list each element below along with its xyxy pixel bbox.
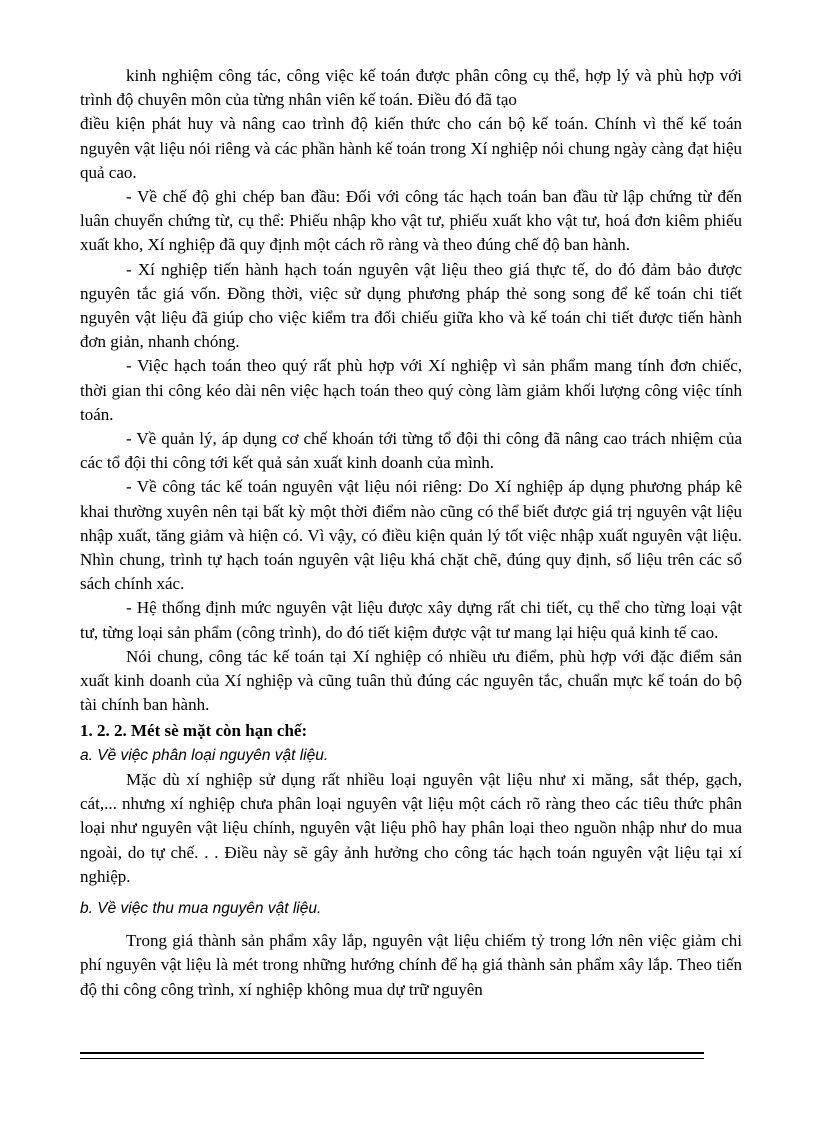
subheading-a: a. Về việc phân loại nguyên vật liệu. <box>80 746 329 764</box>
section-heading: 1. 2. 2. Mét sè mặt còn hạn chế: <box>80 721 308 741</box>
paragraph-summary: Nói chung, công tác kế toán tại Xí nghiệp có nhiều ưu điểm, phù hợp với đặc điểm sản xuất kinh doanh của Xí nghiệp và cũng tuân thủ đúng các nguyên tắc, chuẩn mực kế toán do bộ tài chính ban hành. <box>80 646 742 715</box>
paragraph-2: điều kiện phát huy và nâng cao trình độ kiến thức cho cán bộ kế toán. Chính vì thế kế toán nguyên vật liệu nói riêng và các phần hành kế toán trong Xí nghiệp nói chung ngày càng đạt hiệu quả cao. <box>80 114 742 182</box>
paragraph-quarterly: - Việc hạch toán theo quý rất phù hợp với Xí nghiệp vì sản phẩm mang tính đơn chiếc, thời gian thi công kéo dài nên việc hạch toán theo quý còng làm giảm khối lượng công việc tính toán. <box>80 356 742 424</box>
paragraph-actual-cost: - Xí nghiệp tiến hành hạch toán nguyên vật liệu theo giá thực tế, do đó đảm bảo được nguyên tắc giá vốn. Đồng thời, việc sử dụng phương pháp thẻ song song để kế toán chi tiết nguyên vật liệu đã giúp cho việc kiểm tra đối chiếu giữa kho và kế toán chi tiết được tiến hành đơn giản, nhanh chóng. <box>80 259 742 352</box>
subheading-b: b. Về việc thu mua nguyên vật liệu. <box>80 899 322 917</box>
paragraph-norms: - Hệ thống định mức nguyên vật liệu được xây dựng rất chi tiết, cụ thể cho từng loại vật tư, từng loại sản phẩm (công trình), do đó tiết kiệm được vật tư mang lại hiệu quả kinh tế cao. <box>80 598 742 642</box>
document-body <box>80 64 742 1002</box>
paragraph-1: kinh nghiệm công tác, công việc kế toán được phân công cụ thể, hợp lý và phù hợp với trình độ chuyên môn của từng nhân viên kế toán. Điều đó đã tạo <box>80 66 742 110</box>
paragraph-recording-regime: - Về chế độ ghi chép ban đầu: Đối với công tác hạch toán ban đầu từ lập chứng từ đến luân chuyển chứng từ, cụ thể: Phiếu nhập kho vật tư, phiếu xuất kho vật tư, hoá đơn kiêm phiếu xuất kho, Xí nghiệp đã quy định một cách rõ ràng và theo đúng chế độ ban hành. <box>80 187 742 255</box>
paragraph-management: - Về quản lý, áp dụng cơ chế khoán tới từng tổ đội thi công đã nâng cao trách nhiệm của các tổ đội thi công tới kết quả sản xuất kinh doanh của mình. <box>80 429 742 473</box>
paragraph-materials-accounting: - Về công tác kế toán nguyên vật liệu nói riêng: Do Xí nghiệp áp dụng phương pháp kê khai thường xuyên nên tại bất kỳ một thời điểm nào cũng có thể biết được giá trị nguyên vật liệu nhập xuất, tăng giảm và hiện có. Vì vậy, có điều kiện quản lý tốt việc nhập xuất nguyên vật liệu. Nhìn chung, trình tự hạch toán nguyên vật liệu khá chặt chẽ, đúng quy định, số liệu trên các sổ sách chính xác. <box>80 477 742 594</box>
paragraph-b: Trong giá thành sản phẩm xây lắp, nguyên vật liệu chiếm tỷ trong lớn nên việc giảm chi phí nguyên vật liệu là mét trong những hướng chính để hạ giá thành sản phẩm xây lắp. Theo tiến độ thi công công trình, xí nghiệp không mua dự trữ nguyên <box>80 931 742 999</box>
footer-double-rule <box>80 1052 704 1059</box>
paragraph-a: Mặc dù xí nghiệp sử dụng rất nhiều loại nguyên vật liệu như xi măng, sắt thép, gạch, cát,... nhưng xí nghiệp chưa phân loại nguyên vật liệu một cách rõ ràng theo các tiêu thức phân loại như nguyên vật liệu chính, nguyên vật liệu phô hay phân loại theo nguồn nhập như do mua ngoài, do tự chế. . . Điều này sẽ gây ảnh hưởng cho công tác hạch toán nguyên vật liệu tại xí nghiệp. <box>80 769 742 886</box>
